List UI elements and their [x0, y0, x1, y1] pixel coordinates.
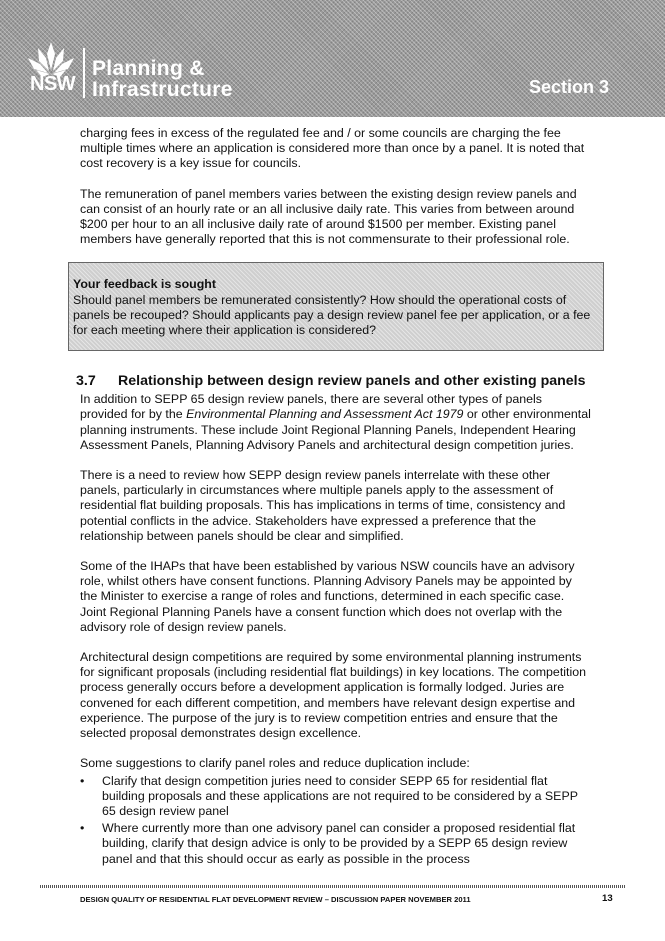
section-title: Relationship between design review panels and other existing panels — [118, 373, 586, 390]
brand-name-line2: Infrastructure — [92, 78, 233, 101]
feedback-text: Should panel members be remunerated consistently? How should the operational costs of panels be recouped? Should applicants pay a design review panel fee per application, or a fee for each meeting where their application is considered? — [73, 292, 591, 338]
page-content — [73, 126, 592, 869]
brand-name-line1: Planning & — [92, 57, 205, 80]
body-paragraph: Some suggestions to clarify panel roles and reduce duplication include: — [80, 756, 470, 771]
body-paragraph: Some of the IHAPs that have been established by various NSW councils have an advisory role, whilst others have consent functions. Planning Advisory Panels may be appointed by the Minister to exercise a range of roles and functions, determined in each specific case. Joint Regional Planning Panels have a consent function which does not overlap with the advisory role of design review panels. — [80, 559, 575, 634]
body-paragraph: There is a need to review how SEPP design review panels interrelate with these other panels, particularly in circumstances where multiple panels apply to the assessment of residential flat building proposals. This has implications in terms of time, consistency and potential conflicts in the advice. Stakeholders have expressed a preference that the relationship between panels should be clear and simplified. — [80, 468, 566, 543]
section-intro-paragraph — [80, 392, 592, 453]
list-item: • Clarify that design competition juries need to consider SEPP 65 for residential flat building proposals and these applications are not required to be considered by a SEPP 65 design review panel — [74, 774, 592, 820]
body-paragraph: charging fees in excess of the regulated fee and / or some councils are charging the fee multiple times where an application is considered more than once by a panel. It is noted that cost recovery is a key issue for councils. — [80, 126, 585, 171]
footer-title: DESIGN QUALITY OF RESIDENTIAL FLAT DEVELOPMENT REVIEW – DISCUSSION PAPER NOVEMBER 2011 — [80, 895, 471, 904]
section-heading — [76, 373, 592, 390]
body-paragraph: Architectural design competitions are required by some environmental planning instruments for significant proposals (including residential flat buildings) in key locations. The competition process generally occurs before a development application is formally lodged. Juries are convened for each different competition, and members have relevant design expertise and experience. The purpose of the jury is to review competition entries and ensure that the selected proposal demonstrates design excellence. — [80, 650, 586, 741]
section-number: 3.7 — [76, 373, 96, 390]
list-item: • Where currently more than one advisory panel can consider a proposed residential flat building, clarify that design advice is only to be provided by a SEPP 65 design review panel and that this should occur as early as possible in the process — [74, 821, 592, 867]
act-title: Environmental Planning and Assessment Act 1979 — [186, 407, 464, 422]
nsw-logo-text: NSW — [30, 73, 76, 95]
feedback-title: Your feedback is sought — [73, 277, 216, 292]
section-label: Section 3 — [528, 77, 609, 97]
feedback-callout — [68, 262, 604, 351]
section-intro-text: In addition to SEPP 65 design review panels, there are several other types of panels provided for by the — [80, 392, 542, 422]
body-paragraph: The remuneration of panel members varies between the existing design review panels and can consist of an hourly rate or an all inclusive daily rate. This varies from between around $200 per hour to an all inclusive daily rate of around $1500 per member. Existing panel members have generally reported that this is not commensurate to their professional role. — [80, 186, 577, 247]
page-header — [0, 0, 665, 117]
suggestion-list — [74, 774, 592, 867]
footer-rule — [40, 885, 626, 888]
page-number: 13 — [602, 893, 613, 904]
logo-divider — [83, 48, 85, 98]
section-intro-text-cont: or other environmental planning instruments. These include Joint Regional Planning Panels, Independent Hearing Assessment Panels, Planning Advisory Panels and architectural design competition juries. — [80, 407, 591, 452]
